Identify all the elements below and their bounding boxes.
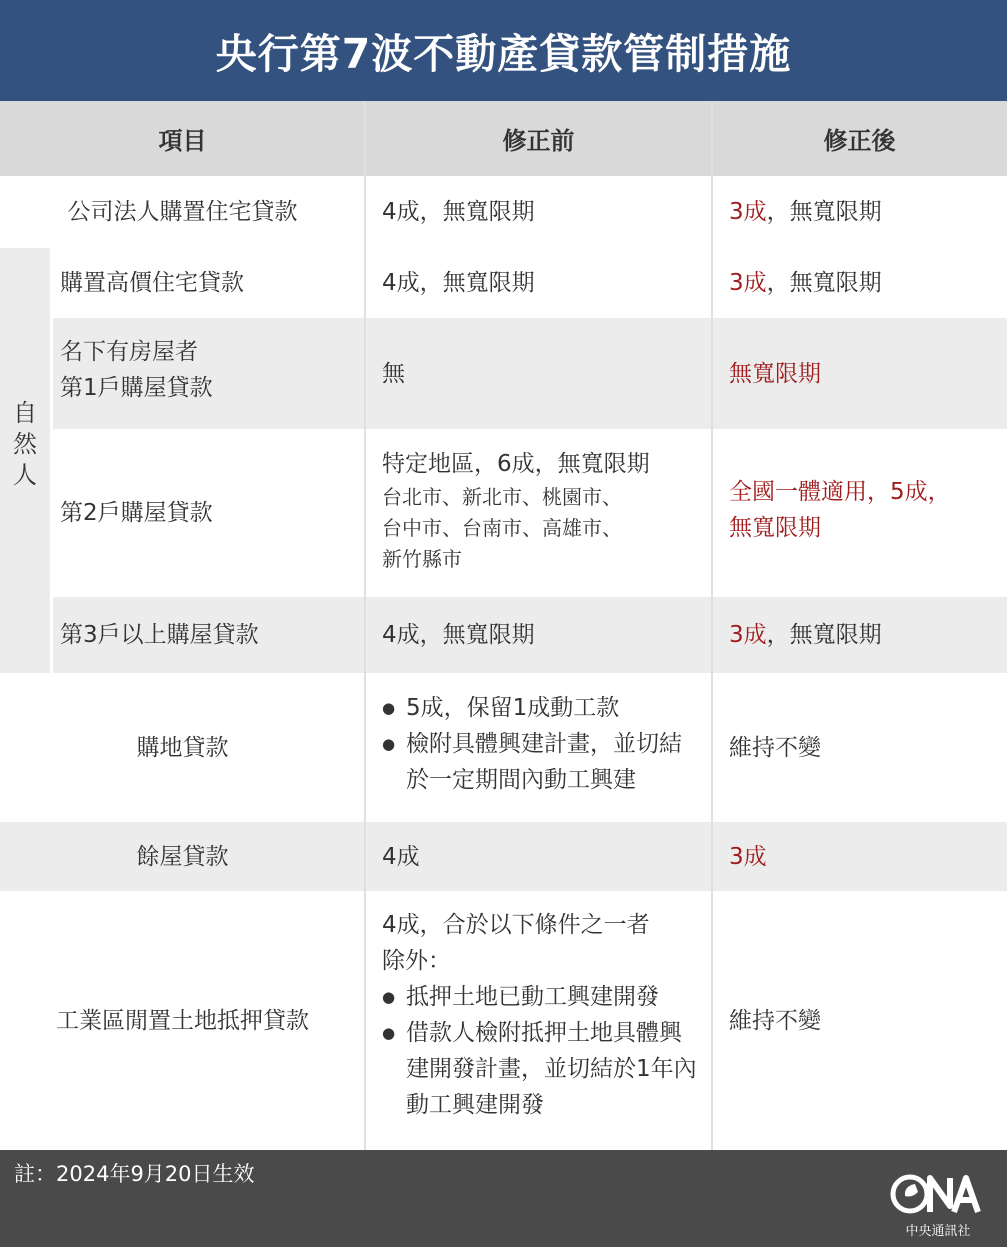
row-industrial-after: 維持不變 <box>729 1007 821 1034</box>
row-high-value-item: 購置高價住宅貸款 <box>60 270 244 296</box>
row-high-value-before: 4成，無寬限期 <box>382 270 535 296</box>
after-line: 全國一體適用，5成， <box>729 479 951 505</box>
row-land-item: 購地貸款 <box>136 734 229 761</box>
before-line: 台中市、台南市、高雄市、 <box>382 516 622 540</box>
bullet-item: ● 抵押土地已動工興建開發 <box>382 979 704 1015</box>
row-second-home-after <box>729 474 999 546</box>
logo-caption: 中央通訊社 <box>905 1224 971 1239</box>
row-land-after: 維持不變 <box>729 734 821 761</box>
table-header <box>0 101 1007 176</box>
row-third-home-item: 第3戶以上購屋貸款 <box>60 622 259 648</box>
footer <box>0 1150 1007 1247</box>
before-line: 特定地區，6成，無寬限期 <box>382 451 650 477</box>
highlight-value: 3成 <box>729 270 767 296</box>
group-label-char: 人 <box>13 461 37 489</box>
cna-logo <box>888 1172 988 1242</box>
row-industrial-before <box>382 907 704 1123</box>
header-after: 修正後 <box>823 127 896 155</box>
after-rest: ，無寬限期 <box>766 622 882 648</box>
row-surplus-after: 3成 <box>729 843 767 870</box>
item-line: 第1戶購屋貸款 <box>60 375 213 401</box>
group-label-char: 然 <box>13 430 37 458</box>
row-high-value-after <box>729 248 999 318</box>
bullet-item: ● 檢附具體興建計畫，並切結於一定期間內動工興建 <box>382 726 704 798</box>
row-company-before: 4成，無寬限期 <box>382 199 535 225</box>
header-item: 項目 <box>158 127 207 155</box>
highlight-value: 3成 <box>729 199 767 225</box>
title-bar <box>0 0 1007 101</box>
row-first-home-before: 無 <box>382 360 405 387</box>
page-title: 央行第7波不動產貸款管制措施 <box>215 30 792 78</box>
bullet-item: ● 5成，保留1成動工款 <box>382 690 704 726</box>
group-label-natural-person <box>0 398 50 491</box>
row-company-after <box>729 176 999 248</box>
row-third-home-after <box>729 597 999 673</box>
column-divider <box>711 101 713 1150</box>
footer-note: 註：2024年9月20日生效 <box>14 1162 255 1186</box>
row-second-home-before <box>382 446 702 575</box>
row-company-item: 公司法人購置住宅貸款 <box>67 199 298 225</box>
before-line: 新竹縣市 <box>382 547 462 571</box>
after-rest: ，無寬限期 <box>766 199 882 225</box>
row-industrial-item: 工業區閒置土地抵押貸款 <box>56 1007 309 1034</box>
item-line: 名下有房屋者 <box>60 339 198 365</box>
row-first-home-item <box>60 334 360 406</box>
cna-logo-icon <box>888 1172 988 1220</box>
after-line: 無寬限期 <box>729 515 821 541</box>
row-third-home-before: 4成，無寬限期 <box>382 622 535 648</box>
row-surplus-item: 餘屋貸款 <box>136 843 229 870</box>
before-line: 4成，合於以下條件之一者 <box>382 912 650 938</box>
before-line: 除外： <box>382 948 451 974</box>
after-rest: ，無寬限期 <box>766 270 882 296</box>
header-before: 修正前 <box>502 127 575 155</box>
row-second-home-item: 第2戶購屋貸款 <box>60 500 213 526</box>
row-surplus-before: 4成 <box>382 843 420 870</box>
group-label-char: 自 <box>13 399 37 427</box>
row-first-home-after: 無寬限期 <box>729 360 821 387</box>
bullet-item: ● 借款人檢附抵押土地具體興建開發計畫，並切結於1年內動工興建開發 <box>382 1015 704 1123</box>
highlight-value: 3成 <box>729 622 767 648</box>
group-divider <box>50 248 53 673</box>
before-line: 台北市、新北市、桃園市、 <box>382 485 622 509</box>
row-land-before <box>382 690 704 798</box>
